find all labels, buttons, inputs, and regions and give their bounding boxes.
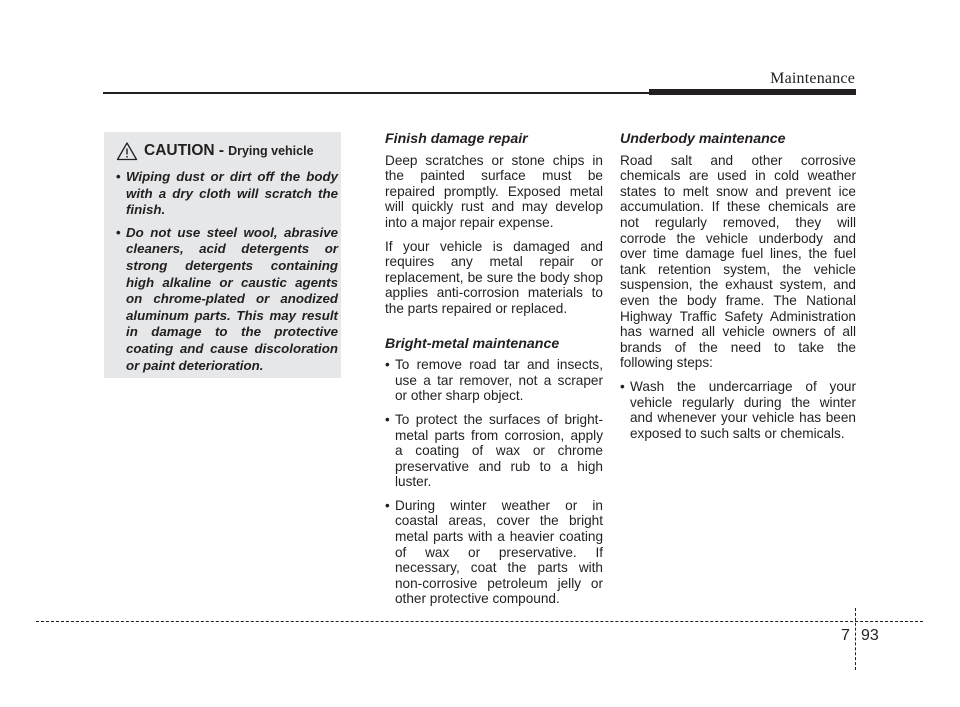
header-title: Maintenance [770, 70, 855, 87]
chapter-number: 7 [841, 627, 850, 644]
bright-metal-title: Bright-metal maintenance [385, 335, 560, 352]
finish-damage-title: Finish damage repair [385, 131, 528, 147]
footer-divider [855, 608, 856, 670]
caution-box [104, 132, 341, 378]
middle-column [385, 132, 603, 615]
right-column [620, 132, 856, 449]
bright-metal-list [385, 357, 603, 607]
caution-subtitle: Drying vehicle [228, 144, 314, 158]
bright-metal-item: • To remove road tar and insects, use a tar remover, not a scraper or other sharp object. [385, 357, 603, 404]
bright-metal-item: • During winter weather or in coastal areas, cover the bright metal parts with a heavier coating of wax or preservative. If necessary, coat the parts with non-corrosive petroleum jelly or other protective compound. [385, 498, 603, 607]
caution-item: • Do not use steel wool, abrasive cleaners, acid detergents or strong detergents containing high alkaline or caustic agents on chrome-plated or anodized aluminum parts. This may result in damage to the protective coating and cause discoloration or paint deterioration. [116, 225, 338, 374]
underbody-list [620, 379, 856, 441]
caution-item: • Wiping dust or dirt off the body with a dry cloth will scratch the finish. [116, 169, 338, 219]
underbody-paragraph: Road salt and other corrosive chemicals are used in cold weather states to melt snow and prevent ice accumulation. If these chemicals are not regularly removed, they will corrode the vehicle underbody and over time damage fuel lines, the fuel tank retention system, the vehicle suspension, the exhaust system, and even the body frame. The National Highway Traffic Safety Administration has warned all vehicle owners of all brands of the need to take the following steps: [620, 152, 856, 371]
bright-metal-item: • To protect the surfaces of bright-metal parts from corrosion, apply a coating of wax or chrome preservative and rub to a high luster. [385, 412, 603, 490]
caution-list [116, 169, 338, 380]
underbody-title: Underbody maintenance [620, 131, 786, 147]
header-rule-accent [649, 89, 856, 95]
finish-paragraph: Deep scratches or stone chips in the painted surface must be repaired promptly. Exposed metal will quickly rust and may develop into a major repair expense. [385, 152, 603, 230]
caution-heading [116, 141, 314, 161]
underbody-item: • Wash the undercarriage of your vehicle regularly during the winter and whenever your vehicle has been exposed to such salts or chemicals. [620, 379, 856, 441]
warning-triangle-icon [116, 141, 138, 161]
footer-rule [36, 621, 923, 622]
finish-paragraph: If your vehicle is damaged and requires any metal repair or replacement, be sure the body shop applies anti-corrosion materials to the parts repaired or replaced. [385, 238, 603, 316]
page-number: 93 [861, 627, 879, 644]
caution-word: CAUTION - [144, 142, 225, 159]
